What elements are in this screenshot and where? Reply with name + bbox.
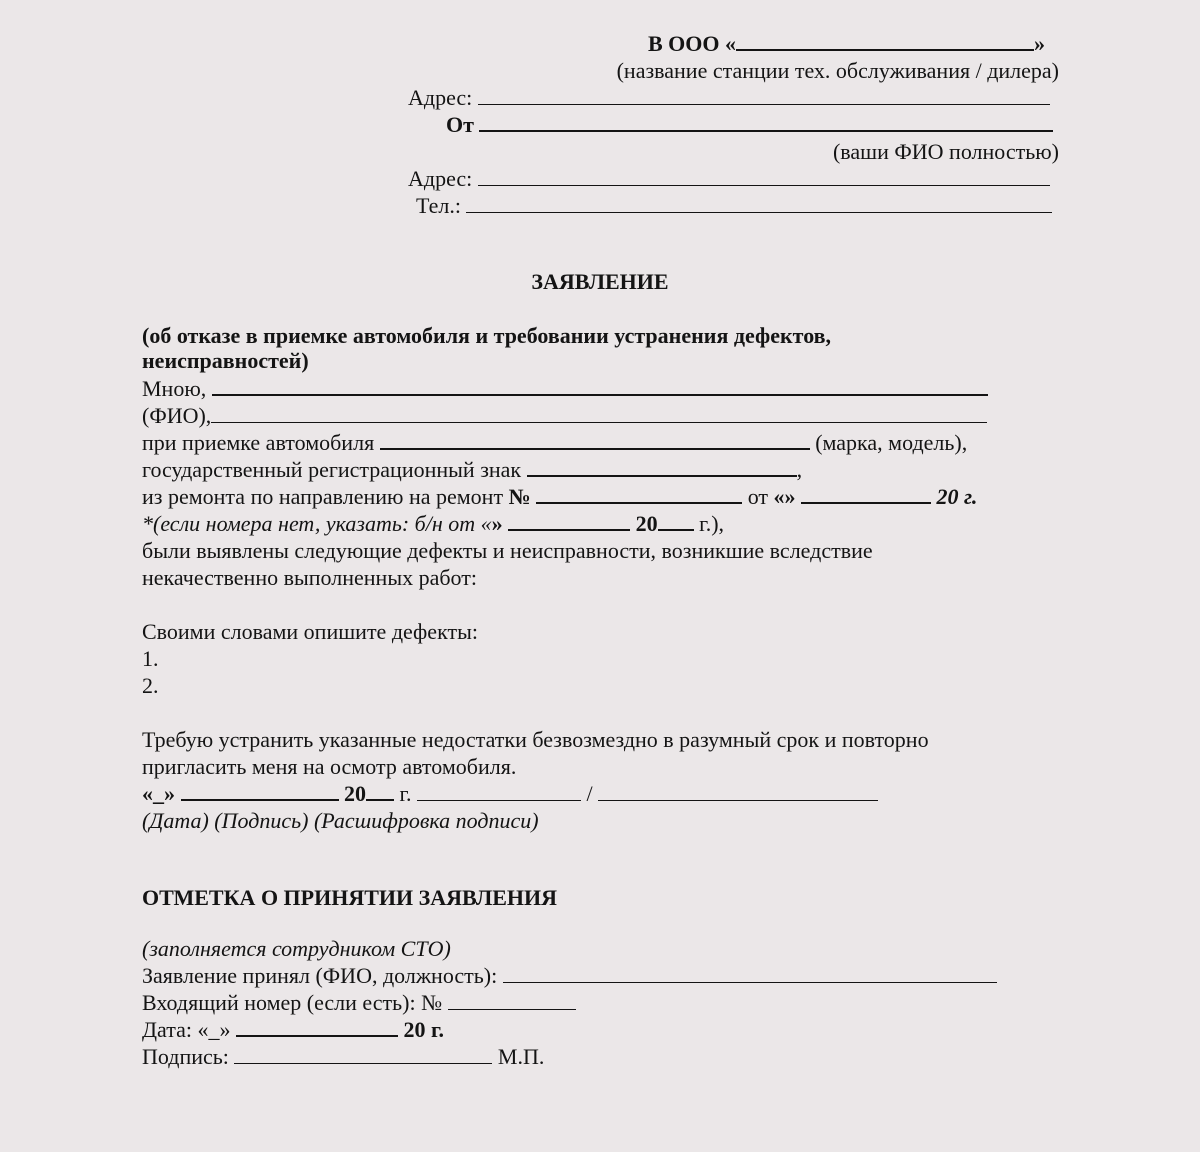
sender-address-blank (478, 166, 1050, 186)
acceptance-date-label: Дата: «_» (142, 1017, 231, 1042)
defect-item-2: 2. (142, 673, 159, 698)
stamp-label: М.П. (497, 1044, 545, 1069)
repair-date-blank (801, 483, 931, 504)
recipient-address-line (408, 84, 1050, 112)
by-me-label: Мною, (142, 376, 207, 401)
document-title: ЗАЯВЛЕНИЕ (531, 269, 669, 294)
acceptance-signature-label: Подпись: (142, 1044, 229, 1069)
fio-hint: (ваши ФИО полностью) (832, 139, 1059, 164)
sender-blank (479, 111, 1053, 132)
signature-caption: (Дата) (Подпись) (Расшифровка подписи) (142, 808, 539, 833)
signature-year-blank (366, 780, 394, 801)
phone-line (416, 192, 1052, 220)
make-model-label: (марка, модель), (815, 430, 968, 455)
phone-label: Тел.: (416, 193, 461, 218)
car-line (142, 429, 967, 457)
signature-slash: / (586, 781, 593, 806)
subtitle-line-2: неисправностей) (142, 348, 309, 373)
by-me-blank (212, 375, 988, 396)
acceptance-date-line (142, 1016, 444, 1044)
acceptance-date-year: 20 г. (403, 1017, 444, 1042)
reg-plate-label: государственный регистрационный знак (142, 457, 522, 482)
repair-number-blank (536, 483, 742, 504)
recipient-address-blank (478, 85, 1050, 105)
note-date-blank (508, 510, 630, 531)
date-quotes: «» (773, 484, 796, 509)
fio-blank (211, 403, 987, 423)
fio-label: (ФИО), (142, 403, 212, 428)
found-defects-line: были выявлены следующие дефекты и неисправности, возникшие вследствие (142, 538, 873, 563)
note-year: 20 (635, 511, 658, 536)
acceptance-title: ОТМЕТКА О ПРИНЯТИИ ЗАЯВЛЕНИЯ (142, 885, 558, 910)
defect-item-1: 1. (142, 646, 159, 671)
demand-line-1: Требую устранить указанные недостатки безвозмездно в разумный срок и повторно (142, 727, 929, 752)
from-word: от (747, 484, 769, 509)
sender-label: От (446, 112, 474, 137)
signature-date-blank (181, 780, 339, 801)
note-italic: *(если номера нет, указать: б/н от « (142, 511, 492, 536)
recipient-org-suffix: » (1034, 31, 1046, 56)
incoming-number-label: Входящий номер (если есть): № (142, 990, 443, 1015)
phone-blank (466, 193, 1052, 213)
repair-year: 20 г. (936, 484, 978, 509)
accepted-by-label: Заявление принял (ФИО, должность): (142, 963, 498, 988)
acceptance-signature-blank (234, 1044, 492, 1064)
by-me-line (142, 375, 988, 403)
acceptance-filled-by: (заполняется сотрудником СТО) (142, 936, 451, 961)
note-line (142, 510, 724, 538)
acceptance-date-blank (236, 1016, 398, 1037)
recipient-address-label: Адрес: (408, 85, 473, 110)
repair-label: из ремонта по направлению на ремонт (142, 484, 504, 509)
defects-prompt: Своими словами опишите дефекты: (142, 619, 478, 644)
car-blank (380, 429, 810, 450)
accepted-by-line (142, 962, 997, 990)
fio-line (142, 402, 987, 430)
reg-plate-line (142, 456, 802, 484)
signature-line (142, 780, 878, 808)
poor-work-line: некачественно выполненных работ: (142, 565, 477, 590)
subtitle-line-1: (об отказе в приемке автомобиля и требовании устранения дефектов, (142, 323, 832, 348)
reg-plate-blank (527, 456, 797, 477)
note-close-quote: » (491, 511, 503, 536)
incoming-number-line (142, 989, 576, 1017)
note-year-blank (658, 510, 694, 531)
recipient-org-blank (736, 30, 1034, 51)
signature-g: г. (399, 781, 412, 806)
sender-address-line (408, 165, 1050, 193)
repair-line (142, 483, 977, 511)
demand-line-2: пригласить меня на осмотр автомобиля. (142, 754, 517, 779)
accepted-by-blank (503, 963, 997, 983)
sender-address-label: Адрес: (408, 166, 473, 191)
note-end: г.), (699, 511, 725, 536)
sender-line (446, 111, 1053, 139)
signature-year: 20 (344, 781, 366, 806)
car-label: при приемке автомобиля (142, 430, 375, 455)
signature-decode-blank (598, 781, 878, 801)
reg-plate-comma: , (796, 457, 803, 482)
acceptance-signature-line (142, 1043, 544, 1071)
recipient-org-line (648, 30, 1045, 58)
station-hint: (название станции тех. обслуживания / дилера) (616, 58, 1059, 83)
number-sign: № (508, 484, 531, 509)
signature-date-open: «_» (142, 781, 175, 806)
signature-sign-blank (417, 781, 581, 801)
recipient-org-prefix: В ООО « (648, 31, 737, 56)
incoming-number-blank (448, 990, 576, 1010)
